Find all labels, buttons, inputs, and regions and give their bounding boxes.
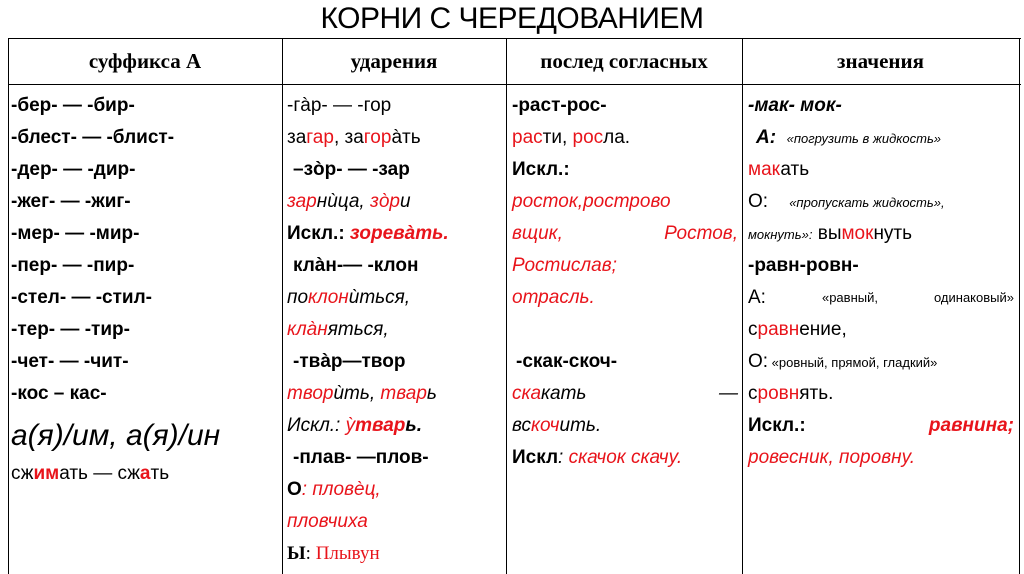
example-highlight: им bbox=[33, 463, 60, 484]
plyv-example bbox=[287, 541, 380, 567]
example-part: яться, bbox=[327, 319, 389, 340]
root-pair-ravn: -равн-ровн- bbox=[748, 255, 859, 276]
root-pair: -кос – кас- bbox=[11, 383, 107, 404]
table-border-left bbox=[8, 38, 9, 574]
example-part: за bbox=[287, 127, 307, 148]
header-divider bbox=[8, 84, 1021, 85]
example-highlight: Плывун bbox=[315, 543, 380, 564]
example-part: вс bbox=[512, 415, 531, 436]
mak-example bbox=[748, 157, 809, 183]
dash: — bbox=[719, 383, 738, 404]
example-highlight: гар bbox=[306, 127, 334, 148]
meaning-text: «погрузить в жидкость» bbox=[786, 131, 942, 146]
example-part: , за bbox=[333, 127, 364, 148]
exception-word: вщик, bbox=[512, 223, 563, 244]
rovn-example bbox=[748, 381, 833, 407]
exception-words bbox=[512, 221, 738, 247]
exception-label: Искл.: bbox=[287, 415, 346, 436]
klon-example bbox=[287, 285, 410, 311]
example-part: ти, bbox=[542, 127, 573, 148]
example-part: нуть bbox=[873, 223, 913, 244]
root-pair-plav: -плав- —плов- bbox=[293, 447, 429, 468]
example-highlight: ска bbox=[512, 383, 542, 404]
exception-zor bbox=[287, 221, 449, 247]
example-highlight: твар bbox=[380, 383, 427, 404]
example-part: ть bbox=[150, 463, 170, 484]
example-highlight: мок bbox=[841, 223, 874, 244]
exception-words: ровесник, поровну. bbox=[748, 447, 916, 468]
exception-word: равнина; bbox=[928, 415, 1014, 436]
skak-example bbox=[512, 381, 738, 407]
example-part: с bbox=[748, 383, 758, 404]
example-part: и bbox=[399, 191, 411, 212]
column-divider-2 bbox=[506, 38, 507, 574]
root-pair: -стел- — -стил- bbox=[11, 287, 152, 308]
example-highlight: твор bbox=[287, 383, 334, 404]
root-pair: -блест- — -блист- bbox=[11, 127, 175, 148]
vowel-label: А: bbox=[748, 287, 766, 308]
exception-skak bbox=[512, 445, 682, 471]
root-pair: -мер- — -мир- bbox=[11, 223, 140, 244]
mak-meaning bbox=[756, 125, 1014, 152]
root-pair: -чет- — -чит- bbox=[11, 351, 129, 372]
plov-example bbox=[287, 477, 381, 503]
rast-example bbox=[512, 125, 630, 151]
example-part: ять. bbox=[799, 383, 834, 404]
vowel-label: О: bbox=[748, 351, 769, 372]
example-part: ь bbox=[426, 383, 437, 404]
example-highlight: клàн bbox=[287, 319, 328, 340]
example-part: ать — сж bbox=[59, 463, 140, 484]
skoch-example bbox=[512, 413, 601, 439]
vowel-label: А: bbox=[756, 127, 777, 148]
root-pair: -дер- — -дир- bbox=[11, 159, 136, 180]
column-divider-3 bbox=[742, 38, 743, 574]
root-pair-gar: -гàр- — -гор bbox=[287, 95, 392, 116]
root-pair-zor: –зòр- — -зар bbox=[293, 159, 410, 180]
root-pair-tvar: -твàр—твор bbox=[293, 351, 406, 372]
root-pair: -пер- — -пир- bbox=[11, 255, 135, 276]
exception-label: Искл bbox=[512, 447, 559, 468]
exception-label: Искл.: bbox=[512, 159, 570, 180]
exception-highlight: ỳ bbox=[345, 415, 356, 436]
example-highlight: ровн bbox=[757, 383, 800, 404]
example-part: с bbox=[748, 319, 758, 340]
example-part: вы bbox=[812, 223, 842, 244]
example-part: по bbox=[287, 287, 309, 308]
example-part: ать bbox=[780, 159, 810, 180]
example-highlight: : плов bbox=[301, 479, 354, 500]
exception-part: : bbox=[558, 447, 569, 468]
root-pair-skak: -скак-скоч- bbox=[516, 351, 618, 372]
column-divider-1 bbox=[282, 38, 283, 574]
mok-meaning bbox=[748, 189, 1014, 216]
exception-ravn bbox=[748, 413, 1014, 439]
example-highlight: а bbox=[139, 463, 151, 484]
root-pair-klan: клàн-— -клон bbox=[293, 255, 419, 276]
vowel-label: Ы bbox=[287, 543, 306, 564]
exception-label: Искл.: bbox=[748, 415, 806, 436]
meaning-text: мокнуть»: bbox=[748, 227, 813, 242]
example-part: сж bbox=[11, 463, 34, 484]
example-highlight: зòр bbox=[370, 191, 400, 212]
klan-example bbox=[287, 317, 389, 343]
example-highlight: гор bbox=[363, 127, 392, 148]
example-highlight: рас bbox=[512, 127, 543, 148]
ravn-example bbox=[748, 317, 847, 343]
table-border-right bbox=[1019, 38, 1020, 574]
exception-tvar bbox=[287, 413, 422, 439]
gar-example bbox=[287, 125, 421, 151]
root-pair: -тер- — -тир- bbox=[11, 319, 130, 340]
root-pair-mak: -мак- мок- bbox=[748, 95, 842, 116]
exception-word: скачок скачу. bbox=[568, 447, 683, 468]
suffix-rule: а(я)/им, а(я)/ин bbox=[11, 419, 221, 452]
example-highlight: клон bbox=[308, 287, 349, 308]
exception-part: ь. bbox=[405, 415, 422, 436]
example-part: ùться, bbox=[348, 287, 411, 308]
example-part: ла. bbox=[603, 127, 631, 148]
example-part: нùца, bbox=[316, 191, 370, 212]
example-part: ить. bbox=[559, 415, 602, 436]
example-highlight: мак bbox=[748, 159, 781, 180]
header-suffix-a: суффикса А bbox=[88, 48, 202, 73]
example-part: кать bbox=[541, 383, 587, 404]
vowel-label: О: bbox=[748, 191, 769, 212]
example-part: ение, bbox=[799, 319, 847, 340]
example-highlight: коч bbox=[531, 415, 560, 436]
plov-example-2: пловчиха bbox=[287, 511, 368, 532]
alternation-table bbox=[8, 38, 1021, 574]
exception-words: Ростислав; bbox=[512, 255, 617, 276]
mok-example bbox=[748, 221, 912, 248]
header-stress: ударения bbox=[350, 48, 438, 73]
meaning-text: «пропускать жидкость», bbox=[789, 195, 945, 210]
example-part: àть bbox=[391, 127, 421, 148]
exception-word: зоревàть. bbox=[349, 223, 449, 244]
vowel-label: О bbox=[287, 479, 302, 500]
header-following-consonants: послед согласных bbox=[540, 48, 708, 73]
example-highlight: зар bbox=[287, 191, 317, 212]
ravn-meaning bbox=[748, 285, 1014, 311]
tvar-example bbox=[287, 381, 437, 407]
zor-example bbox=[287, 189, 411, 215]
example-highlight: рос bbox=[572, 127, 604, 148]
page-title: КОРНИ С ЧЕРЕДОВАНИЕМ bbox=[320, 2, 704, 35]
meaning-text: одинаковый» bbox=[933, 290, 1014, 305]
exception-highlight: твар bbox=[355, 415, 406, 436]
exception-label: Искл.: bbox=[287, 223, 350, 244]
example-part: : bbox=[305, 543, 316, 564]
rovn-meaning bbox=[748, 349, 937, 376]
root-pair: -бер- — -бир- bbox=[11, 95, 135, 116]
meaning-text: «ровный, прямой, гладкий» bbox=[768, 355, 938, 370]
root-pair-rast: -раст-рос- bbox=[512, 95, 607, 116]
root-pair: -жег- — -жиг- bbox=[11, 191, 131, 212]
example-part: ùть, bbox=[333, 383, 381, 404]
example-highlight: èц, bbox=[354, 479, 381, 500]
exception-word: Ростов, bbox=[664, 223, 738, 244]
example-highlight: равн bbox=[757, 319, 800, 340]
meaning-text: «равный, bbox=[821, 290, 878, 305]
header-meaning: значения bbox=[837, 48, 924, 73]
exception-words: отрасль. bbox=[512, 287, 595, 308]
exception-words: росток,рострово bbox=[512, 191, 671, 212]
rule-example bbox=[11, 461, 169, 487]
